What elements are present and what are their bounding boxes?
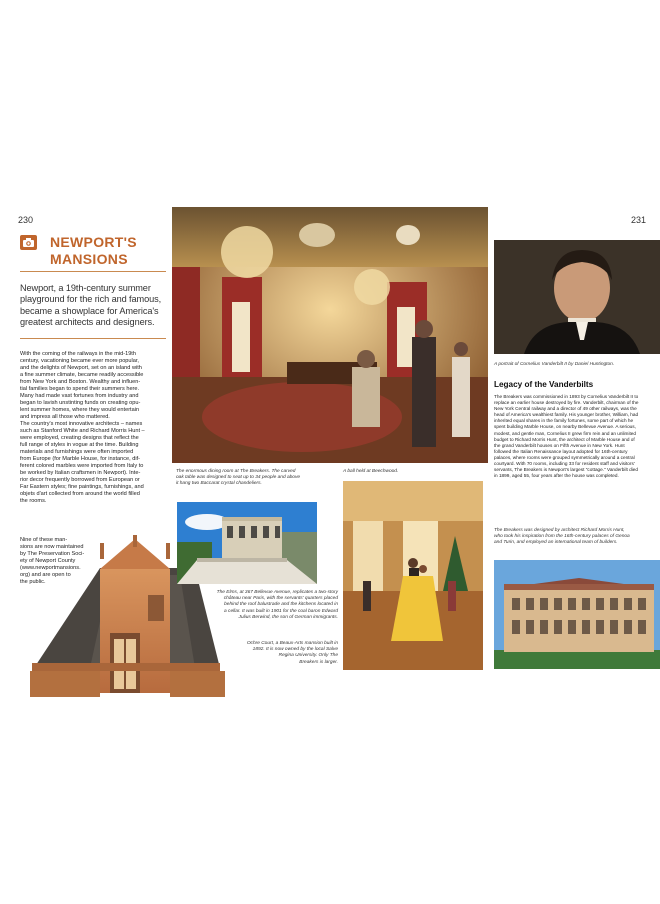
- the-breakers-image: [494, 560, 660, 669]
- caption-the-elms: The Elms, at 367 Bellevue Avenue, replicates a two-story château near Paris, with the servants' quarters placed behind the roof balustrade and the kitchens located in a cellar. It was built in 1901 for the coal baron Edward Julius Berwind, the son of German immigrants.: [216, 590, 338, 620]
- body-text: With the coming of the railways in the mid-19th century, vacationing became ever more popular, and the delights of Newport, set on an island with a fine summer climate, became readily accessible from New York and Boston. Wealthy and influen- tial families began to spend their summers here. Many had made vast fortunes from industry and began to lavish unstinting funds on creating opu- lent summer homes, where they would entertain and impress all those who mattered. The country's most innovative architects – names such as Stanford White and Richard Morris Hunt – were employed, creating designs that reflect the full range of styles in vogue at the time. Building materials and furnishings were often imported from Europe (for Marble House, for instance, dif- ferent colored marbles were imported from Italy to be worked by Italian craftsmen in Newport). Inte- rior decor frequently borrowed from European or Far Eastern styles; fine paintings, furnishings, and objets d'art collected from around the world filled the rooms.: [20, 351, 145, 504]
- page-title-line1: NEWPORT'S: [50, 234, 137, 250]
- page-number-right: 231: [631, 215, 647, 225]
- page-number-left: 230: [18, 215, 34, 225]
- camera-icon: [20, 235, 37, 255]
- the-elms-image: [177, 502, 317, 584]
- ball-image: [343, 481, 483, 670]
- body-text-narrow: Nine of these man- sions are now maintained by The Preservation Soci- ety of Newport County (www.newportmansions. org) and are open to the public.: [20, 537, 85, 585]
- sidebar-heading: Legacy of the Vanderbilts: [494, 380, 594, 389]
- page-title-line2: MANSIONS: [50, 251, 128, 267]
- intro-rule: [20, 338, 166, 339]
- caption-ball: A ball held at Beechwood.: [343, 469, 399, 474]
- caption-ochre-court: Ochre Court, a Beaux-Arts mansion built in 1892. It is now owned by the local Salve Regina University. Only The Breakers is larger.: [246, 641, 338, 665]
- portrait-image: [494, 240, 660, 354]
- sidebar-text: The Breakers was commissioned in 1893 by Cornelius Vanderbilt II to replace an earlier house destroyed by fire. Vanderbilt, chairman of the New York Central railway and a director of 49 other railways, was the head of America's wealthiest family. His younger brother, William, had inherited equal shares in the family fortunes, some part of which he spent building Marble House, on nearby Bellevue Avenue. A serious, modest, and gentle man, Cornelius II grew firm rein and an unlimited budget to Richard Morris Hunt, the architect of Marble House and of the grand Vanderbilt houses on Fifth Avenue in New York. Hunt followed the Italian Renaissance layout adopted for 16th-century palaces, where rooms were grouped symmetrically around a central courtyard. With 70 rooms, including 33 for resident staff and visitors' servants, The Breakers is Newport's largest "cottage." Vanderbilt died in 1899, aged 55, four years after the house was completed.: [494, 394, 639, 479]
- title-rule: [20, 271, 166, 272]
- caption-dining-room: The enormous dining room at The Breakers. The carved oak table was designed to seat up to 34 people and above it hang two Baccarat crystal chandeliers.: [176, 469, 301, 487]
- intro-text: Newport, a 19th-century summer playground for the rich and famous, became a showplace for America's greatest architects and designers.: [20, 283, 162, 327]
- caption-breakers: The Breakers was designed by architect Richard Morris Hunt, who took his inspiration from the 16th-century palaces of Genoa and Turin, and employed an international team of builders.: [494, 528, 630, 546]
- dining-room-image: [172, 207, 488, 463]
- caption-portrait: A portrait of Cornelius Vanderbilt II by Daniel Huntington.: [494, 362, 615, 367]
